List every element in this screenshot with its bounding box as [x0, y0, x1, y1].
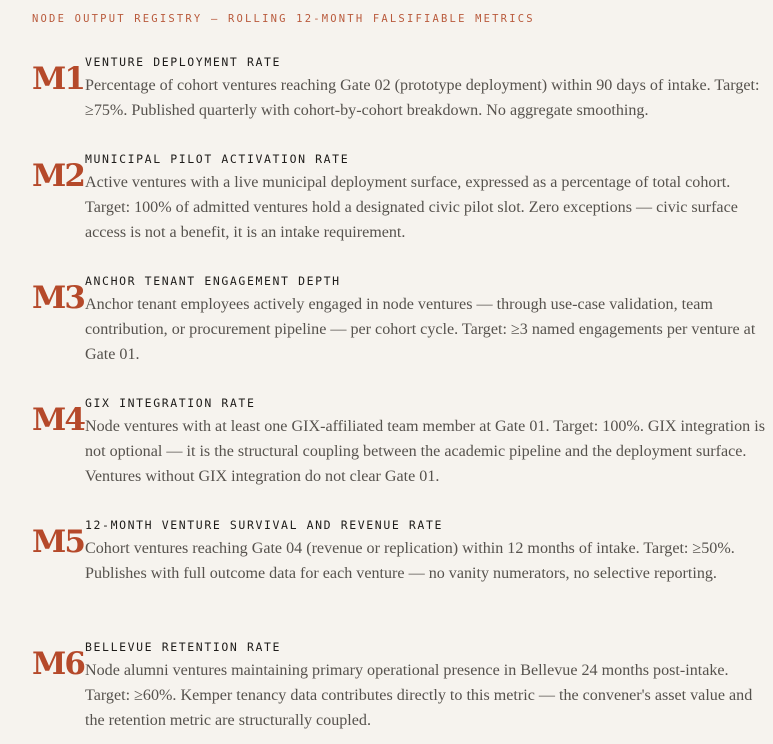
- metric-title: GIX INTEGRATION RATE: [85, 396, 256, 410]
- metric-code: M5: [32, 524, 84, 560]
- metric-title: BELLEVUE RETENTION RATE: [85, 640, 282, 654]
- registry-header: NODE OUTPUT REGISTRY — ROLLING 12-MONTH FALSIFIABLE METRICS: [32, 13, 535, 25]
- metric-code: M3: [32, 280, 84, 316]
- metric-description: Node ventures with at least one GIX-affiliated team member at Gate 01. Target: 100%. GIX integration is not optional — it is the structural coupling between the academic pipeline and the deployment surface. Ventures without GIX integration do not clear Gate 01.: [85, 418, 765, 485]
- metric-code: M4: [32, 402, 84, 438]
- metric-title: 12-MONTH VENTURE SURVIVAL AND REVENUE RATE: [85, 518, 443, 532]
- metric-description: Anchor tenant employees actively engaged in node ventures — through use-case validation, team contribution, or procurement pipeline — per cohort cycle. Target: ≥3 named engagements per venture at Gate 01.: [85, 296, 756, 363]
- metric-code: M2: [32, 158, 84, 194]
- metric-code: M1: [32, 61, 84, 97]
- metric-description: Node alumni ventures maintaining primary operational presence in Bellevue 24 months post-intake. Target: ≥60%. Kemper tenancy data contributes directly to this metric — the convener's asset value and the retention metric are structurally coupled.: [85, 662, 753, 729]
- metric-title: VENTURE DEPLOYMENT RATE: [85, 55, 282, 69]
- metric-title: MUNICIPAL PILOT ACTIVATION RATE: [85, 152, 350, 166]
- metric-description: Active ventures with a live municipal deployment surface, expressed as a percentage of total cohort. Target: 100% of admitted ventures hold a designated civic pilot slot. Zero exceptions — civic surface access is not a benefit, it is an intake requirement.: [85, 174, 738, 241]
- metric-title: ANCHOR TENANT ENGAGEMENT DEPTH: [85, 274, 341, 288]
- metric-code: M6: [32, 646, 84, 682]
- metric-description: Cohort ventures reaching Gate 04 (revenue or replication) within 12 months of intake. Target: ≥50%. Publishes with full outcome data for each venture — no vanity numerators, no selective reporting.: [85, 540, 735, 582]
- metric-description: Percentage of cohort ventures reaching Gate 02 (prototype deployment) within 90 days of intake. Target: ≥75%. Published quarterly with cohort-by-cohort breakdown. No aggregate smoothing.: [85, 77, 760, 119]
